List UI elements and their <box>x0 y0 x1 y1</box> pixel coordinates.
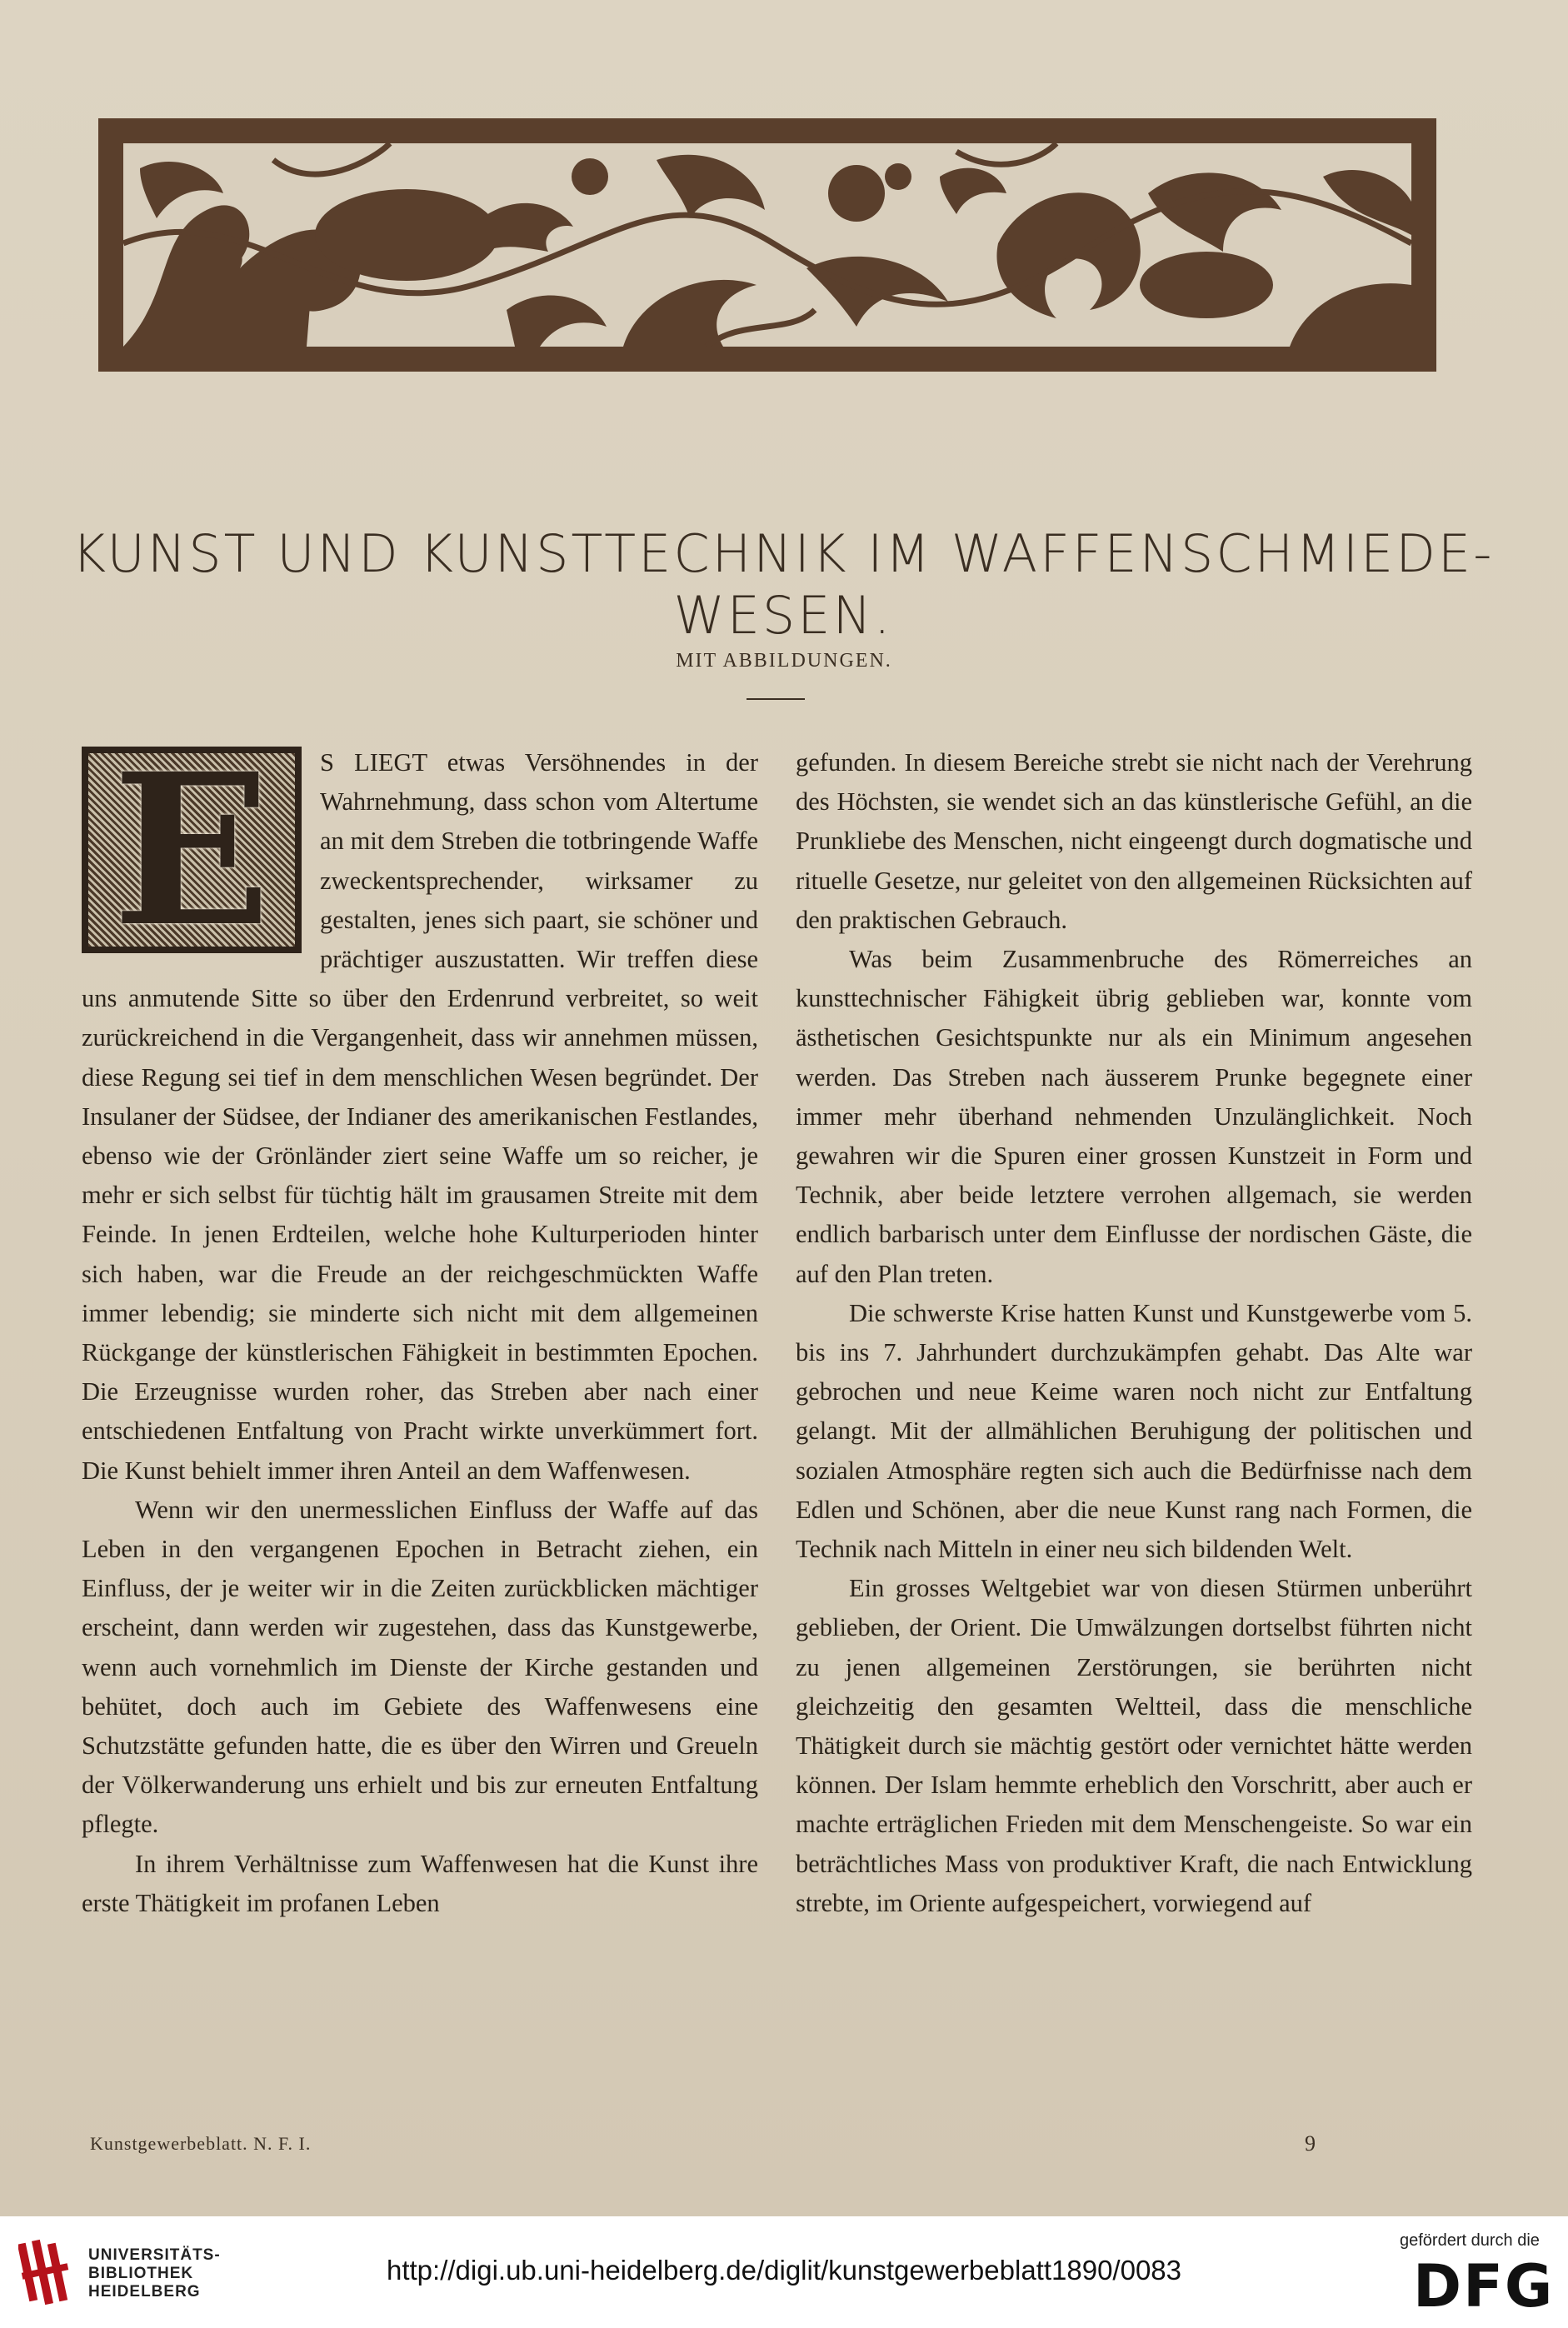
right-column <box>796 743 1472 1923</box>
drop-cap-letter: E <box>112 727 272 972</box>
journal-footer: Kunstgewerbeblatt. N. F. I. <box>90 2133 312 2154</box>
paragraph: Wenn wir den unermesslichen Einfluss der Waffe auf das Leben in den vergangenen Epochen in Betracht ziehen, ein Einfluss, der je weiter wir in die Zeiten zurückblicken mächtiger erscheint, dann werden wir zugestehen, dass das Kunstgewerbe, wenn auch vornehmlich im Dienste der Kirche gestanden und behütet, doch auch im Gebiete des Waffenwesens eine Schutzstätte gefunden hatte, die es über den Wirren und Greueln der Völkerwanderung uns erhielt und bis zur erneuten Entfaltung pflegte. <box>82 1495 758 1839</box>
article-title: KUNST UND KUNSTTECHNIK IM WAFFENSCHMIEDE-WESEN. <box>72 523 1495 646</box>
left-column <box>82 727 758 1923</box>
dfg-logo: DFG <box>1413 2252 1555 2321</box>
paragraph: In ihrem Verhältnisse zum Waffenwesen hat die Kunst ihre erste Thätigkeit im profanen Leben <box>82 1849 758 1917</box>
digitization-banner <box>0 2216 1568 2328</box>
header-ornament-icon <box>98 118 1436 372</box>
drop-cap-icon <box>82 727 302 972</box>
institution-line: UNIVERSITÄTS- <box>88 2246 221 2264</box>
paragraph: Ein grosses Weltgebiet war von diesen Stürmen unberührt geblieben, der Orient. Die Umwälzungen dortselbst führten nicht zu jenen allgemeinen Zerstörungen, sie berührten nicht gleichzeitig den gesamten Weltteil, dass die menschliche Thätigkeit durch sie mächtig gestört oder vernichtet hätte werden können. Der Islam hemmte erheblich den Vorschritt, aber auch er machte erträglichen Frieden mit dem Menschengeiste. So war ein beträchtliches Mass von produktiver Kraft, die nach Entwicklung strebte, im Oriente aufgespeichert, vorwiegend auf <box>796 1574 1472 1917</box>
source-url-link[interactable]: http://digi.ub.uni-heidelberg.de/diglit/kunstgewerbeblatt1890/0083 <box>386 2255 1182 2286</box>
paragraph: Was beim Zusammenbruche des Römerreiches an kunsttechnischer Fähigkeit übrig geblieben war, konnte vom ästhetischen Gesichtspunkte nur als ein Minimum angesehen werden. Das Streben nach äusserem Prunke begegnete einer immer mehr überhand nehmenden Unzulänglichkeit. Noch gewahren wir die Spuren einer grossen Kunstzeit in Form und Technik, aber beide letztere verrohen allgemach, sie werden endlich barbarisch unter dem Einflusse der nordischen Gäste, die auf den Plan treten. <box>796 945 1472 1288</box>
funder-caption: gefördert durch die <box>1400 2231 1540 2250</box>
institution-line: HEIDELBERG <box>88 2283 201 2301</box>
paragraph: S LIEGT etwas Versöhnendes in der Wahrnehmung, dass schon vom Altertume an mit dem Streben die totbringende Waffe zweckentsprechender, wirksamer zu gestalten, jenes sich paart, sie schöner und prächtiger auszustatten. Wir treffen diese uns anmutende Sitte so über den Erdenrund verbreitet, so weit zurückreichend in die Vergangenheit, dass wir annehmen müssen, diese Regung sei tief in dem menschlichen Wesen begründet. Der Insulaner der Südsee, der Indianer des amerikanischen Festlandes, ebenso wie der Grönländer ziert seine Waffe um so reicher, je mehr er sich selbst für tüchtig hält im grausamen Streite mit dem Feinde. In jenen Erdteilen, welche hohe Kulturperioden hinter sich haben, war die Freude an der reichgeschmückten Waffe immer lebendig; sie minderte sich nicht mit dem allgemeinen Rückgange der künstlerischen Fähigkeit in bestimmten Epochen. Die Erzeugnisse wurden roher, das Streben aber nach einer entschiedenen Entfaltung von Pracht wirkte unverkümmert fort. Die Kunst behielt immer ihren Anteil an dem Waffenwesen. <box>82 748 758 1485</box>
title-divider <box>747 698 805 700</box>
paragraph: gefunden. In diesem Bereiche strebt sie nicht nach der Verehrung des Höchsten, sie wendet sich an das künstlerische Gefühl, an die Prunkliebe des Menschen, nicht eingeengt durch dogmatische und rituelle Gesetze, nur geleitet von den allgemeinen Rücksichten auf den praktischen Gebrauch. <box>796 748 1472 934</box>
article-subtitle: MIT ABBILDUNGEN. <box>676 650 892 672</box>
paragraph: Die schwerste Krise hatten Kunst und Kunstgewerbe vom 5. bis ins 7. Jahrhundert durchzukämpfen gehabt. Das Alte war gebrochen und neue Keime waren noch nicht zur Entfaltung gelangt. Mit der allmählichen Beruhigung der politischen und sozialen Atmosphäre regten sich auch die Bedürfnisse nach dem Edlen und Schönen, aber die neue Kunst rang nach Formen, die Technik nach Mitteln in einer neu sich bildenden Welt. <box>796 1298 1472 1564</box>
page-number: 9 <box>1305 2131 1316 2156</box>
institution-line: BIBLIOTHEK <box>88 2265 194 2282</box>
